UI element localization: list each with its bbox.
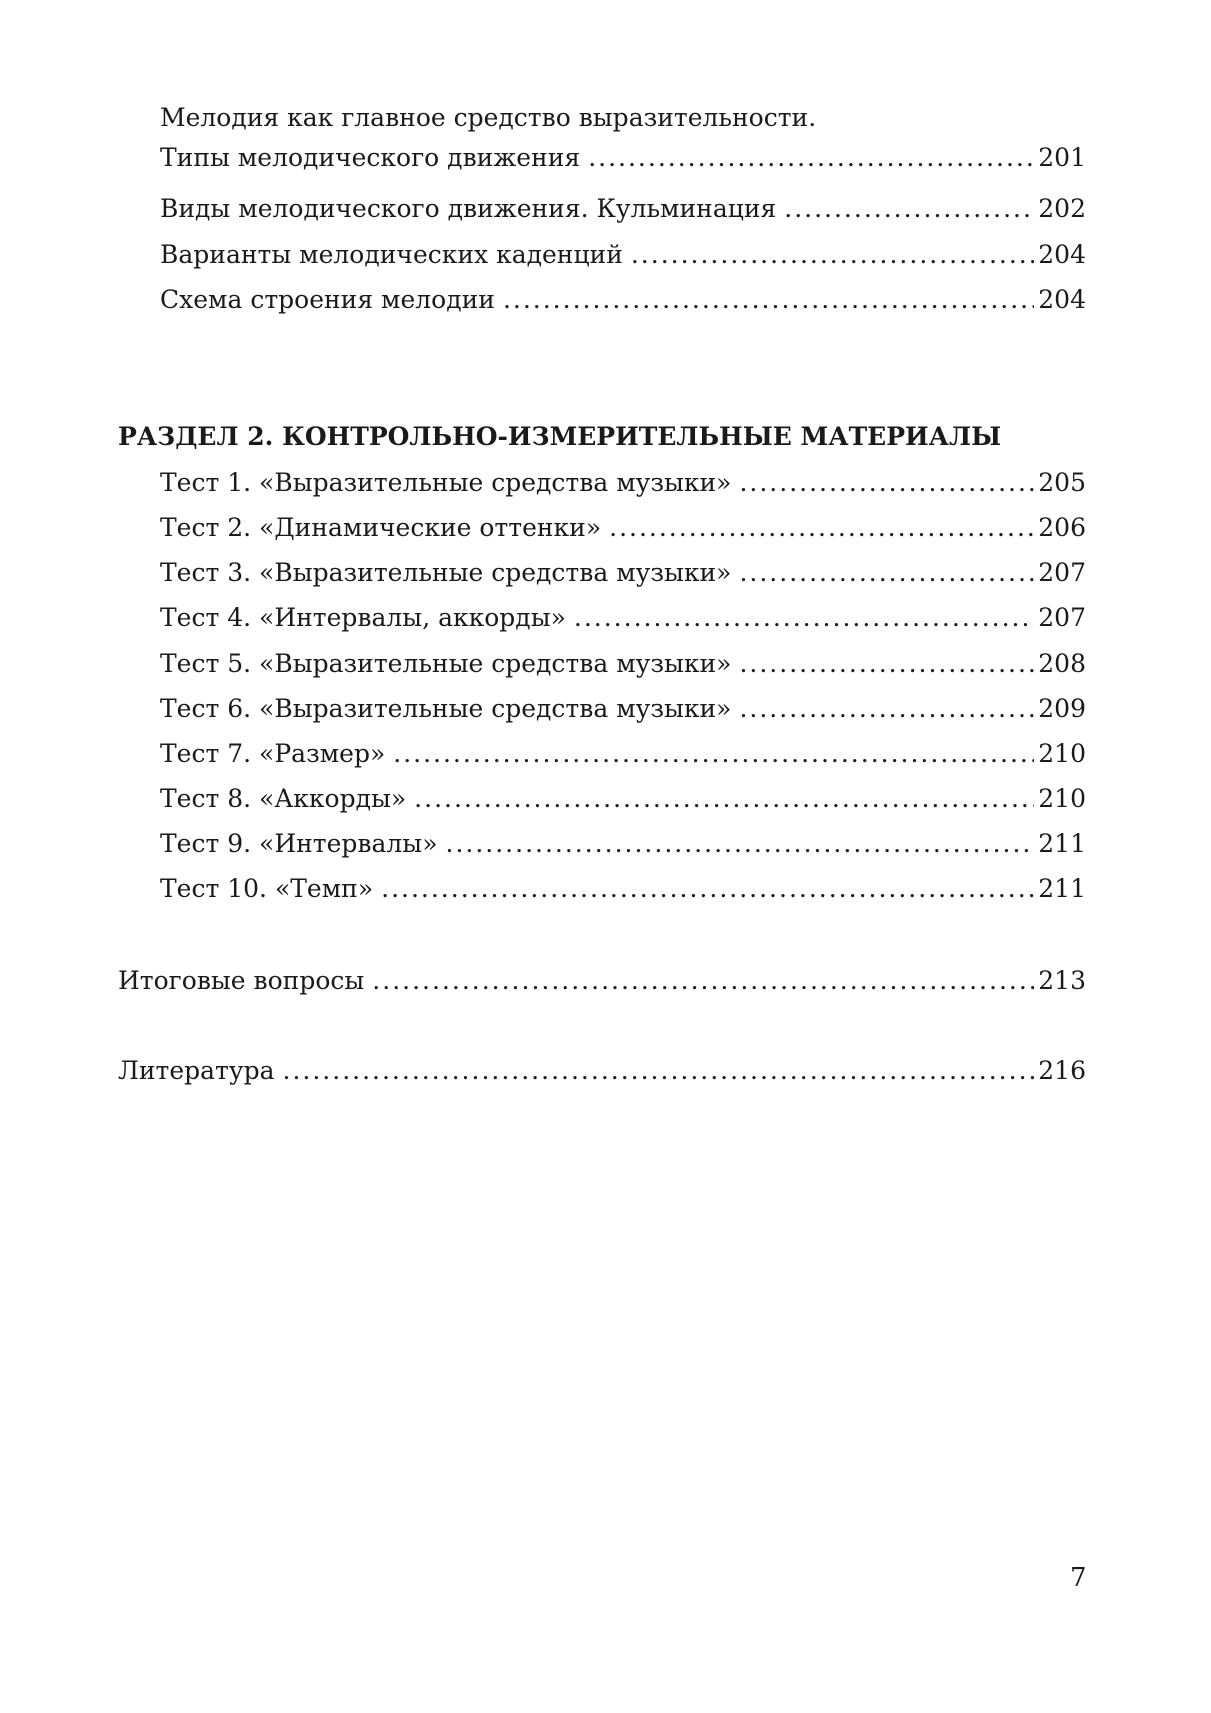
dot-leader (609, 512, 1034, 544)
toc-entry-title: Тест 9. «Интервалы» (160, 829, 438, 858)
toc-entry-title: Тест 7. «Размер» (160, 739, 386, 768)
toc-entry-page: 211 (1038, 829, 1086, 858)
toc-entry-title: Типы мелодического движения (160, 143, 581, 172)
toc-entry-title: Литература (118, 1056, 275, 1085)
toc-entry-title: Тест 5. «Выразительные средства музыки» (160, 649, 732, 678)
toc-test-entry (160, 693, 1086, 725)
toc-entry-page: 211 (1038, 874, 1086, 903)
toc-test-entry (160, 512, 1086, 544)
toc-entry (160, 284, 1086, 316)
toc-entry-page: 204 (1038, 240, 1086, 269)
toc-entry-page: 204 (1038, 285, 1086, 314)
toc-entry-page: 208 (1038, 649, 1086, 678)
dot-leader (631, 239, 1034, 271)
toc-entry-page: 216 (1038, 1056, 1086, 1085)
toc-entry-title: Тест 6. «Выразительные средства музыки» (160, 694, 732, 723)
toc-literature (118, 1055, 1086, 1087)
dot-leader (372, 965, 1034, 997)
toc-entry-page: 201 (1038, 143, 1086, 172)
toc-final-questions (118, 965, 1086, 997)
dot-leader (574, 602, 1034, 634)
toc-entry (160, 142, 1086, 174)
dot-leader (393, 738, 1034, 770)
toc-entry-page: 207 (1038, 603, 1086, 632)
section-heading: РАЗДЕЛ 2. КОНТРОЛЬНО-ИЗМЕРИТЕЛЬНЫЕ МАТЕРИАЛЫ (118, 422, 1002, 451)
toc-test-entry (160, 783, 1086, 815)
dot-leader (739, 693, 1034, 725)
toc-entry-title: Варианты мелодических каденций (160, 240, 623, 269)
toc-entry-title: Виды мелодического движения. Кульминация (160, 194, 777, 223)
toc-test-entry (160, 873, 1086, 905)
toc-entry (160, 193, 1086, 225)
dot-leader (503, 284, 1034, 316)
toc-test-entry (160, 828, 1086, 860)
toc-entry-page: 202 (1038, 194, 1086, 223)
toc-entry-title: Итоговые вопросы (118, 966, 365, 995)
dot-leader (739, 557, 1034, 589)
toc-entry-title: Тест 8. «Аккорды» (160, 784, 407, 813)
dot-leader (739, 648, 1034, 680)
dot-leader (283, 1055, 1035, 1087)
toc-entry-page: 207 (1038, 558, 1086, 587)
dot-leader (739, 467, 1034, 499)
dot-leader (446, 828, 1035, 860)
toc-entry-title: Тест 2. «Динамические оттенки» (160, 513, 602, 542)
toc-entry-page: 210 (1038, 784, 1086, 813)
toc-entry-title: Тест 1. «Выразительные средства музыки» (160, 468, 732, 497)
dot-leader (588, 142, 1034, 174)
toc-entry-title: Тест 10. «Темп» (160, 874, 374, 903)
toc-entry (160, 239, 1086, 271)
toc-entry-page: 209 (1038, 694, 1086, 723)
dot-leader (414, 783, 1034, 815)
dot-leader (784, 193, 1034, 225)
page-number: 7 (1070, 1563, 1087, 1593)
toc-entry-title: Тест 3. «Выразительные средства музыки» (160, 558, 732, 587)
toc-entry-title: Тест 4. «Интервалы, аккорды» (160, 603, 566, 632)
dot-leader (381, 873, 1034, 905)
toc-entry-page: 213 (1038, 966, 1086, 995)
toc-test-entry (160, 648, 1086, 680)
toc-test-entry (160, 602, 1086, 634)
toc-test-entry (160, 467, 1086, 499)
toc-entry-page: 205 (1038, 468, 1086, 497)
toc-entry-title-line: Мелодия как главное средство выразительности. (160, 103, 817, 132)
toc-test-entry (160, 738, 1086, 770)
toc-entry-title: Схема строения мелодии (160, 285, 495, 314)
toc-entry-page: 210 (1038, 739, 1086, 768)
toc-entry-page: 206 (1038, 513, 1086, 542)
toc-test-entry (160, 557, 1086, 589)
